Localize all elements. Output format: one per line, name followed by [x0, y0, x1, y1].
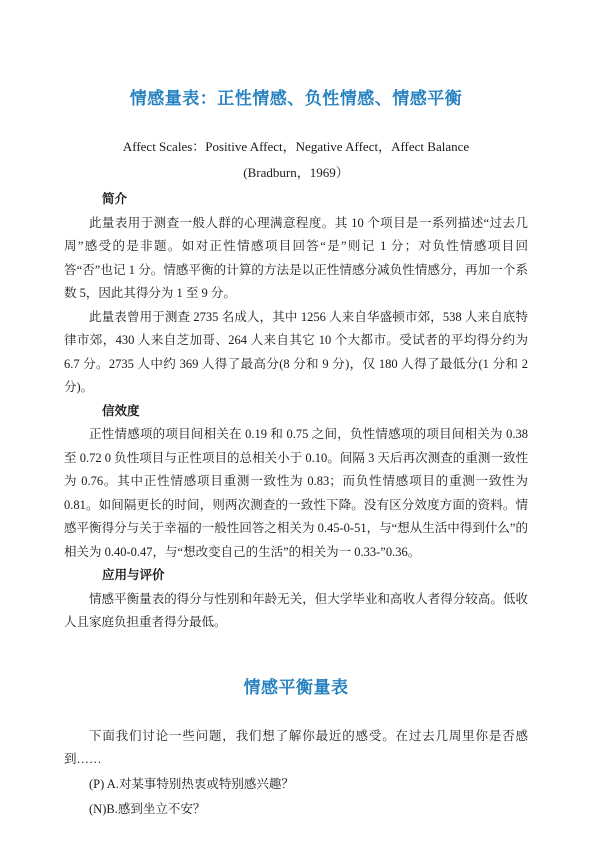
- section-heading-reliability: 信效度: [102, 403, 140, 418]
- paragraph: 情感平衡量表的得分与性别和年龄无关，但大学毕业和高收人者得分较高。低收人且家庭负担重者得分最低。: [64, 591, 528, 629]
- subtitle-english: Affect Scales：Positive Affect，Negative Affect，Affect Balance: [122, 139, 470, 154]
- paragraph: 此量表用于测查一般人群的心理满意程度。其 10 个项目是一系列描述“过去几周”感受的是非题。如对正性情感项目回答“是”则记 1 分；对负性情感项目回答“否”也记 1 分。情感平衡的计算的方法是以正性情感分减负性情感分，再加一个系数 5，因此其得分为 1 至 9 分。: [64, 215, 528, 300]
- section-heading-application: 应用与评价: [102, 568, 165, 582]
- paragraph: 此量表曾用于测查 2735 名成人，其中 1256 人来自华盛顿市郊，538 人来自底特律市郊，430 人来自芝加哥、264 人来自其它 10 个大都市。受试者的平均得分约为 6.7 分。2735 人中约 369 人得了最高分(8 分和 9 分)，仅 180 人得了最低分(1 分和 2 分)。: [64, 309, 528, 394]
- scale-item-a: (P) A.对某事特别热衷或特别感兴趣？: [89, 776, 294, 791]
- section-introduction: [64, 188, 528, 400]
- scale-title: 情感平衡量表: [243, 677, 349, 697]
- section-application-evaluation: [64, 564, 528, 635]
- section-reliability-validity: [64, 400, 528, 565]
- page-title: 情感量表：正性情感、负性情感、情感平衡: [129, 89, 463, 108]
- paragraph: 正性情感项的项目间相关在 0.19 和 0.75 之间，负性情感项的项目间相关为 0.38 至 0.72 0 负性项目与正性项目的总相关小于 0.10。间隔 3 天后再次测查的重测一致性为 0.76。其中正性情感项目重测一致性为 0.83；而负性情感项目的重测一致性为 0.81。如间隔更长的时间，则两次测查的一致性下降。没有区分效度方面的资料。情感平衡得分与关于幸福的一般性回答之相关为 0.45-0-51，与“想从生活中得到什么”的相关为 0.40-0.47，与“想改变自己的生活”的相关为一 0.33-”0.36。: [64, 427, 528, 559]
- scale-intro: 下面我们讨论一些问题，我们想了解你最近的感受。在过去几周里你是否感到……: [64, 728, 528, 766]
- scale-item-b: (N)B.感到坐立不安？: [89, 802, 206, 816]
- citation-line: (Bradburn，1969）: [243, 165, 349, 180]
- section-heading-introduction: 简介: [102, 192, 128, 206]
